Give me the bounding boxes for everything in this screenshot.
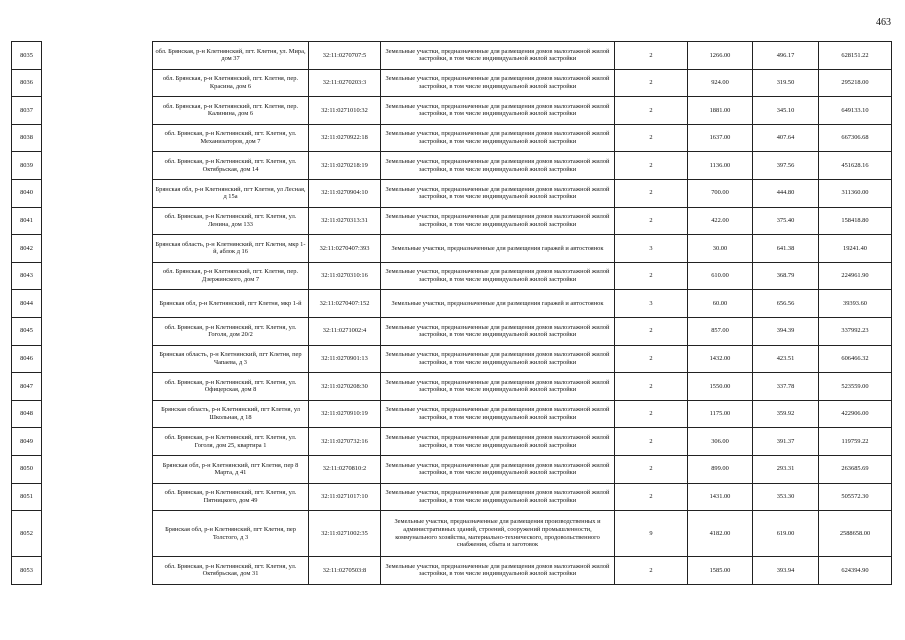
row-group: 2	[615, 345, 688, 373]
table-row	[12, 511, 892, 557]
row-id: 8046	[12, 345, 42, 373]
row-land-use: Земельные участки, предназначенные для размещения домов малоэтажной жилой застройки, в том числе индивидуальной жилой застройки	[381, 345, 615, 373]
row-cadastral-number: 32:11:0270810:2	[309, 455, 381, 483]
row-area: 1585.00	[688, 557, 753, 585]
row-rate: 345.10	[753, 97, 819, 125]
row-id: 8035	[12, 42, 42, 70]
row-address: обл. Брянская, р-н Клетнянский, пгт. Клетня, пер. Красина, дом 6	[153, 69, 309, 97]
row-cadastral-number: 32:11:0270203:3	[309, 69, 381, 97]
row-area: 924.00	[688, 69, 753, 97]
row-cadastral-number: 32:11:0270407:393	[309, 235, 381, 263]
row-address: Брянская обл, р-н Клетнянский, пгт Клетня, ул Лесная, д 15а	[153, 179, 309, 207]
row-gap	[42, 428, 153, 456]
row-group: 2	[615, 207, 688, 235]
row-cadastral-value: 2588658.00	[819, 511, 892, 557]
row-cadastral-value: 119759.22	[819, 428, 892, 456]
row-cadastral-number: 32:11:0270901:13	[309, 345, 381, 373]
row-gap	[42, 317, 153, 345]
row-group: 3	[615, 235, 688, 263]
row-id: 8048	[12, 400, 42, 428]
row-address: обл. Брянская, р-н Клетнянский, пгт. Клетня, ул. Мира, дом 37	[153, 42, 309, 70]
row-address: обл. Брянская, р-н Клетнянский, пгт. Клетня, ул. Октябрьская, дом 14	[153, 152, 309, 180]
row-cadastral-value: 158418.80	[819, 207, 892, 235]
row-land-use: Земельные участки, предназначенные для размещения домов малоэтажной жилой застройки, в том числе индивидуальной жилой застройки	[381, 400, 615, 428]
table-row	[12, 317, 892, 345]
row-area: 422.00	[688, 207, 753, 235]
table-row	[12, 557, 892, 585]
row-cadastral-number: 32:11:0270904:10	[309, 179, 381, 207]
row-address: обл. Брянская, р-н Клетнянский, пгт. Клетня, пер. Дзержинского, дом 7	[153, 262, 309, 290]
table-row	[12, 290, 892, 318]
row-cadastral-value: 667306.68	[819, 124, 892, 152]
row-rate: 337.78	[753, 373, 819, 401]
row-gap	[42, 124, 153, 152]
table-row	[12, 373, 892, 401]
row-land-use: Земельные участки, предназначенные для размещения домов малоэтажной жилой застройки, в том числе индивидуальной жилой застройки	[381, 483, 615, 511]
row-gap	[42, 69, 153, 97]
row-cadastral-value: 19241.40	[819, 235, 892, 263]
row-area: 610.00	[688, 262, 753, 290]
row-gap	[42, 373, 153, 401]
cadastral-value-table	[11, 41, 892, 585]
row-land-use: Земельные участки, предназначенные для размещения домов малоэтажной жилой застройки, в том числе индивидуальной жилой застройки	[381, 428, 615, 456]
table-row	[12, 179, 892, 207]
row-group: 2	[615, 557, 688, 585]
row-address: обл. Брянская, р-н Клетнянский, пгт. Клетня, пер. Калинина, дом 6	[153, 97, 309, 125]
row-area: 306.00	[688, 428, 753, 456]
table-row	[12, 428, 892, 456]
row-cadastral-number: 32:11:0271010:32	[309, 97, 381, 125]
row-id: 8052	[12, 511, 42, 557]
row-rate: 656.56	[753, 290, 819, 318]
table-row	[12, 97, 892, 125]
row-rate: 397.56	[753, 152, 819, 180]
row-group: 2	[615, 483, 688, 511]
row-land-use: Земельные участки, предназначенные для размещения домов малоэтажной жилой застройки, в том числе индивидуальной жилой застройки	[381, 69, 615, 97]
row-cadastral-number: 32:11:0270218:19	[309, 152, 381, 180]
row-cadastral-value: 649133.10	[819, 97, 892, 125]
row-gap	[42, 97, 153, 125]
table-row	[12, 400, 892, 428]
row-gap	[42, 179, 153, 207]
row-address: Брянская обл, р-н Клетнянский, пгт Клетня, мкр 1-й	[153, 290, 309, 318]
table-row	[12, 42, 892, 70]
row-land-use: Земельные участки, предназначенные для размещения гаражей и автостоянок	[381, 235, 615, 263]
row-group: 2	[615, 42, 688, 70]
row-area: 700.00	[688, 179, 753, 207]
row-address: обл. Брянская, р-н Клетнянский, пгт. Клетня, ул. Ленина, дом 133	[153, 207, 309, 235]
row-id: 8041	[12, 207, 42, 235]
row-rate: 391.37	[753, 428, 819, 456]
row-address: Брянская обл, р-н Клетнянский, пгт Клетня, пер Толстого, д 3	[153, 511, 309, 557]
page-number: 463	[876, 17, 891, 28]
row-cadastral-value: 311360.00	[819, 179, 892, 207]
row-cadastral-value: 606466.32	[819, 345, 892, 373]
row-id: 8051	[12, 483, 42, 511]
row-cadastral-number: 32:11:0270732:16	[309, 428, 381, 456]
row-gap	[42, 235, 153, 263]
row-id: 8038	[12, 124, 42, 152]
row-land-use: Земельные участки, предназначенные для размещения домов малоэтажной жилой застройки, в том числе индивидуальной жилой застройки	[381, 317, 615, 345]
row-group: 2	[615, 179, 688, 207]
row-group: 2	[615, 152, 688, 180]
row-land-use: Земельные участки, предназначенные для размещения домов малоэтажной жилой застройки, в том числе индивидуальной жилой застройки	[381, 152, 615, 180]
row-area: 1550.00	[688, 373, 753, 401]
row-area: 899.00	[688, 455, 753, 483]
row-id: 8043	[12, 262, 42, 290]
row-id: 8036	[12, 69, 42, 97]
row-cadastral-value: 295218.00	[819, 69, 892, 97]
row-cadastral-number: 32:11:0270313:31	[309, 207, 381, 235]
row-id: 8049	[12, 428, 42, 456]
row-land-use: Земельные участки, предназначенные для размещения гаражей и автостоянок	[381, 290, 615, 318]
row-cadastral-number: 32:11:0270503:8	[309, 557, 381, 585]
row-area: 60.00	[688, 290, 753, 318]
table-body	[12, 42, 892, 585]
row-rate: 407.64	[753, 124, 819, 152]
row-cadastral-number: 32:11:0270208:30	[309, 373, 381, 401]
table-row	[12, 345, 892, 373]
row-group: 3	[615, 290, 688, 318]
row-area: 1175.00	[688, 400, 753, 428]
row-cadastral-value: 628151.22	[819, 42, 892, 70]
row-area: 1431.00	[688, 483, 753, 511]
row-rate: 619.00	[753, 511, 819, 557]
row-group: 2	[615, 69, 688, 97]
row-land-use: Земельные участки, предназначенные для размещения домов малоэтажной жилой застройки, в том числе индивидуальной жилой застройки	[381, 42, 615, 70]
table-row	[12, 207, 892, 235]
row-gap	[42, 42, 153, 70]
row-rate: 641.38	[753, 235, 819, 263]
row-gap	[42, 290, 153, 318]
table-row	[12, 455, 892, 483]
row-group: 2	[615, 428, 688, 456]
table-row	[12, 69, 892, 97]
row-cadastral-number: 32:11:0270310:16	[309, 262, 381, 290]
row-land-use: Земельные участки, предназначенные для размещения домов малоэтажной жилой застройки, в том числе индивидуальной жилой застройки	[381, 262, 615, 290]
row-cadastral-value: 337992.23	[819, 317, 892, 345]
row-land-use: Земельные участки, предназначенные для размещения домов малоэтажной жилой застройки, в том числе индивидуальной жилой застройки	[381, 557, 615, 585]
row-area: 30.00	[688, 235, 753, 263]
row-area: 4182.00	[688, 511, 753, 557]
row-id: 8037	[12, 97, 42, 125]
row-rate: 293.31	[753, 455, 819, 483]
row-cadastral-value: 422906.00	[819, 400, 892, 428]
row-rate: 375.40	[753, 207, 819, 235]
row-cadastral-number: 32:11:0270910:19	[309, 400, 381, 428]
row-id: 8053	[12, 557, 42, 585]
row-land-use: Земельные участки, предназначенные для размещения домов малоэтажной жилой застройки, в том числе индивидуальной жилой застройки	[381, 124, 615, 152]
row-gap	[42, 557, 153, 585]
row-group: 2	[615, 124, 688, 152]
row-id: 8039	[12, 152, 42, 180]
row-cadastral-number: 32:11:0271017:10	[309, 483, 381, 511]
table-row	[12, 483, 892, 511]
table-row	[12, 152, 892, 180]
row-rate: 496.17	[753, 42, 819, 70]
row-area: 857.00	[688, 317, 753, 345]
row-land-use: Земельные участки, предназначенные для размещения производственных и административных зданий, строений, сооружений промышленности, коммунального хозяйства, материально-технического, продовольственного снабжения, сбыта и заготовок	[381, 511, 615, 557]
row-group: 2	[615, 455, 688, 483]
row-cadastral-value: 263685.69	[819, 455, 892, 483]
row-address: обл. Брянская, р-н Клетнянский, пгт. Клетня, ул. Офицерская, дом 8	[153, 373, 309, 401]
row-address: Брянская область, р-н Клетнянский, пгт Клетня, мкр 1-й, аблок д 16	[153, 235, 309, 263]
row-land-use: Земельные участки, предназначенные для размещения домов малоэтажной жилой застройки, в том числе индивидуальной жилой застройки	[381, 97, 615, 125]
row-id: 8045	[12, 317, 42, 345]
row-rate: 368.79	[753, 262, 819, 290]
row-group: 2	[615, 97, 688, 125]
row-cadastral-value: 224961.90	[819, 262, 892, 290]
row-rate: 423.51	[753, 345, 819, 373]
table-row	[12, 262, 892, 290]
row-land-use: Земельные участки, предназначенные для размещения домов малоэтажной жилой застройки, в том числе индивидуальной жилой застройки	[381, 455, 615, 483]
row-land-use: Земельные участки, предназначенные для размещения домов малоэтажной жилой застройки, в том числе индивидуальной жилой застройки	[381, 207, 615, 235]
row-id: 8040	[12, 179, 42, 207]
row-address: обл. Брянская, р-н Клетнянский, пгт. Клетня, ул. Гоголя, дом 20/2	[153, 317, 309, 345]
row-id: 8050	[12, 455, 42, 483]
row-area: 1432.00	[688, 345, 753, 373]
row-id: 8042	[12, 235, 42, 263]
row-gap	[42, 207, 153, 235]
row-address: обл. Брянская, р-н Клетнянский, пгт. Клетня, ул. Механизаторов, дом 7	[153, 124, 309, 152]
row-group: 2	[615, 400, 688, 428]
row-rate: 444.80	[753, 179, 819, 207]
row-land-use: Земельные участки, предназначенные для размещения домов малоэтажной жилой застройки, в том числе индивидуальной жилой застройки	[381, 373, 615, 401]
row-area: 1266.00	[688, 42, 753, 70]
row-address: обл. Брянская, р-н Клетнянский, пгт. Клетня, ул. Пятницкого, дом 49	[153, 483, 309, 511]
row-area: 1136.00	[688, 152, 753, 180]
row-gap	[42, 511, 153, 557]
row-cadastral-value: 39393.60	[819, 290, 892, 318]
row-gap	[42, 152, 153, 180]
row-gap	[42, 345, 153, 373]
row-address: Брянская область, р-н Клетнянский, пгт Клетня, ул Школьная, д 18	[153, 400, 309, 428]
row-rate: 394.39	[753, 317, 819, 345]
row-cadastral-value: 523559.00	[819, 373, 892, 401]
row-cadastral-value: 505572.30	[819, 483, 892, 511]
row-area: 1637.00	[688, 124, 753, 152]
row-area: 1881.00	[688, 97, 753, 125]
row-group: 2	[615, 373, 688, 401]
row-address: Брянская обл, р-н Клетнянский, пгт Клетня, пер 8 Марта, д 41	[153, 455, 309, 483]
row-cadastral-number: 32:11:0270707:5	[309, 42, 381, 70]
table-row	[12, 124, 892, 152]
row-gap	[42, 455, 153, 483]
row-address: обл. Брянская, р-н Клетнянский, пгт. Клетня, ул. Гоголя, дом 25, квартира 1	[153, 428, 309, 456]
row-id: 8047	[12, 373, 42, 401]
row-cadastral-number: 32:11:0270922:18	[309, 124, 381, 152]
table-row	[12, 235, 892, 263]
row-address: обл. Брянская, р-н Клетнянский, пгт. Клетня, ул. Октябрьская, дом 31	[153, 557, 309, 585]
row-address: Брянская область, р-н Клетнянский, пгт Клетня, пер Чапаева, д 3	[153, 345, 309, 373]
row-rate: 319.50	[753, 69, 819, 97]
row-cadastral-number: 32:11:0271002:4	[309, 317, 381, 345]
row-rate: 393.94	[753, 557, 819, 585]
row-cadastral-number: 32:11:0270407:152	[309, 290, 381, 318]
row-id: 8044	[12, 290, 42, 318]
row-cadastral-value: 451628.16	[819, 152, 892, 180]
row-cadastral-value: 624394.90	[819, 557, 892, 585]
row-cadastral-number: 32:11:0271002:35	[309, 511, 381, 557]
row-group: 2	[615, 262, 688, 290]
row-gap	[42, 483, 153, 511]
row-rate: 359.92	[753, 400, 819, 428]
row-land-use: Земельные участки, предназначенные для размещения домов малоэтажной жилой застройки, в том числе индивидуальной жилой застройки	[381, 179, 615, 207]
row-rate: 353.30	[753, 483, 819, 511]
row-group: 9	[615, 511, 688, 557]
row-gap	[42, 400, 153, 428]
row-gap	[42, 262, 153, 290]
row-group: 2	[615, 317, 688, 345]
